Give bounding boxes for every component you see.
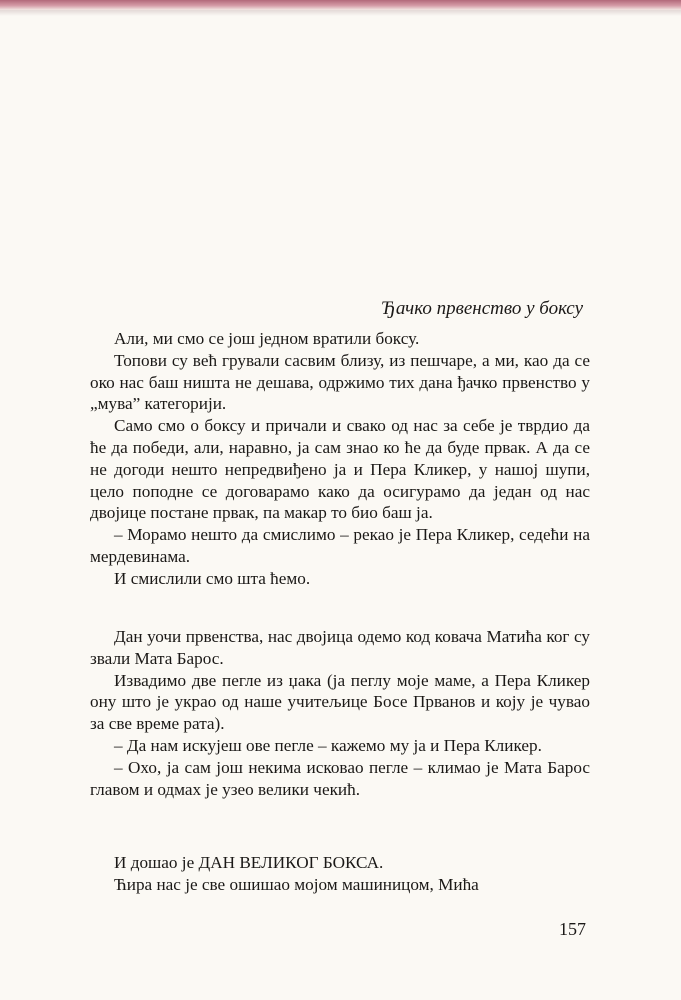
- cover-edge-shadow: [0, 10, 681, 16]
- paragraph: Извадимо две пегле из џака (ја пеглу моје маме, а Пера Кликер ону што је украо од наше учитељице Босе Прванов и коју је чувао за све време рата).: [90, 670, 590, 734]
- text-section-2: [90, 626, 590, 800]
- paragraph: – Морамо нешто да смислимо – рекао је Пера Кликер, седећи на мердевинама.: [90, 525, 590, 566]
- paragraph: Само смо о боксу и причали и свако од нас за себе је тврдио да ће да победи, али, наравно, ја сам знао ко ће да буде првак. А да се не догоди нешто непредвиђено ја и Пера Кликер, у нашој шупи, цело поподне се договарамо како да осигурамо да један од нас двојице постане првак, па макар то био баш ја.: [90, 416, 590, 523]
- paragraph: Дан уочи првенства, нас двојица одемо код ковача Матића ког су звали Мата Барос.: [90, 627, 590, 668]
- paragraph: И дошао је ДАН ВЕЛИКОГ БОКСА.: [114, 853, 384, 872]
- cover-edge: [0, 0, 681, 10]
- text-section-3: [90, 852, 590, 896]
- paragraph: И смислили смо шта ћемо.: [114, 568, 311, 588]
- text-section-1: [90, 328, 590, 590]
- paragraph: Ћира нас је све ошишао мојом машиницом, Мића: [114, 874, 479, 894]
- page-number: 157: [559, 919, 586, 939]
- paragraph: Али, ми смо се још једном вратили боксу.: [114, 329, 420, 348]
- running-head: Ђачко првенство у боксу: [380, 298, 583, 319]
- paragraph: Топови су већ грували сасвим близу, из пешчаре, а ми, као да се око нас баш ништа не дешава, одржимо тих дана ђачко првенство у „мува” категорији.: [90, 350, 590, 414]
- paragraph: – Охо, ја сам још некима исковао пегле – климао је Мата Барос главом и одмах је узео велики чекић.: [90, 757, 590, 799]
- paragraph: – Да нам искујеш ове пегле – кажемо му ја и Пера Кликер.: [114, 735, 542, 755]
